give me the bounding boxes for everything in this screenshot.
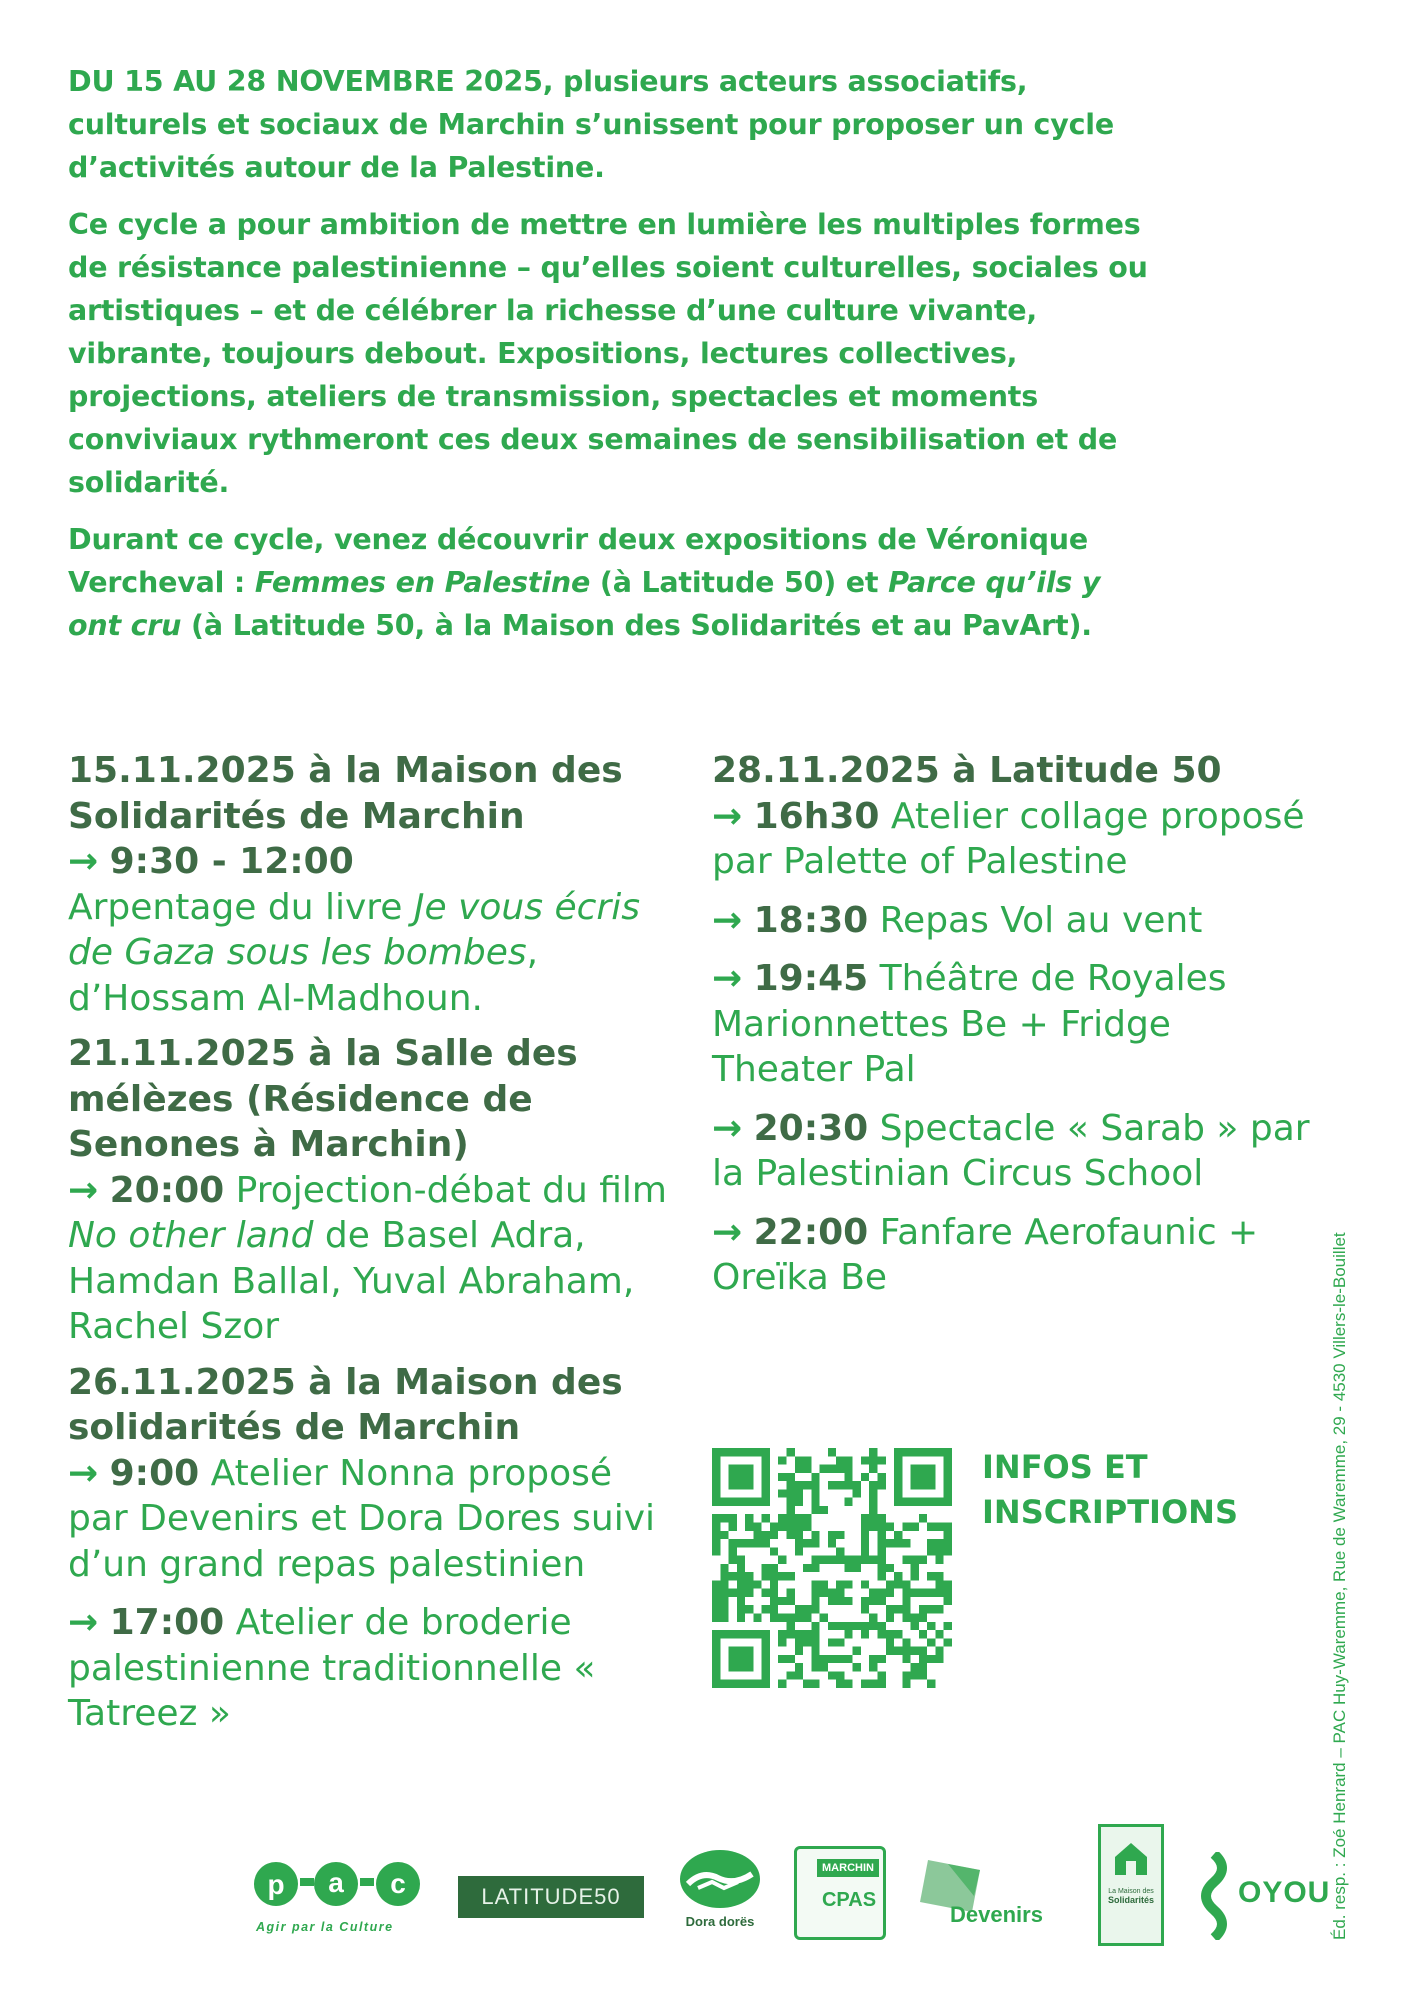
event-time: 16h30: [753, 795, 880, 837]
p3-text-e: (à Latitude 50, à la Maison des Solidarités et au PavArt).: [181, 609, 1092, 642]
event-26-11: [68, 1360, 668, 1737]
event-time: 22:00: [753, 1211, 869, 1253]
arrow-icon: →: [712, 899, 743, 941]
arrow-icon: →: [68, 1602, 99, 1643]
event-desc: Théâtre de Royales Marionnettes Be + Fridge Theater Pal: [712, 958, 1227, 1090]
cpas-marchin-logo: [794, 1846, 886, 1940]
arrow-icon: →: [712, 958, 743, 999]
event-desc-end: , d’Hossam Al-Madhoun.: [68, 932, 539, 1019]
event-time: 19:45: [753, 958, 869, 999]
maison-solidarites-logo: [1098, 1824, 1164, 1946]
event-desc: Fanfare Aerofaunic + Oreïka Be: [712, 1211, 1259, 1298]
event-desc-end: de Basel Adra, Hamdan Ballal, Yuval Abraham, Rachel Szor: [68, 1215, 635, 1347]
arrow-icon: →: [712, 795, 743, 837]
event-time: 17:00: [109, 1602, 225, 1643]
program-left-column: [68, 748, 668, 1750]
exhibition-title-1: Femmes en Palestine: [254, 566, 591, 599]
film-title: No other land: [68, 1215, 314, 1256]
arrow-icon: →: [68, 1452, 99, 1494]
dora-dores-label: Dora dorës: [685, 1914, 755, 1929]
event-time: 20:00: [109, 1169, 225, 1211]
exhibition-title-2: Parce qu’ils y ont cru: [68, 566, 1101, 642]
arrow-icon: →: [68, 841, 99, 882]
event-time: 9:00: [109, 1452, 200, 1494]
handshake-icon: [678, 1848, 762, 1910]
event-desc: Repas Vol au vent: [868, 899, 1203, 941]
maison-label-b: Solidarités: [1107, 1895, 1154, 1905]
event-item: [712, 794, 1312, 885]
oyou-mark: [1196, 1852, 1232, 1940]
event-heading: 21.11.2025 à la Salle des mélèzes (Résidence de Senones à Marchin): [68, 1033, 578, 1165]
event-item: [68, 1451, 668, 1588]
pac-tagline: Agir par la Culture: [256, 1920, 394, 1934]
book-title: Je vous écris de Gaza sous les bombes: [68, 886, 640, 973]
oyou-logo: [1196, 1852, 1331, 1940]
event-heading: 15.11.2025 à la Maison des Solidarités de Marchin: [68, 750, 623, 837]
event-time: 9:30 - 12:00: [109, 841, 354, 882]
event-desc: Projection-débat du film: [224, 1169, 667, 1211]
svg-text:p: p: [267, 1869, 285, 1900]
cpas-top-label: MARCHIN: [817, 1859, 879, 1877]
event-desc: Atelier collage proposé par Palette of Palestine: [712, 795, 1305, 882]
event-item: [712, 1210, 1312, 1301]
event-desc: Arpentage du livre: [68, 886, 414, 928]
house-icon: [1111, 1839, 1151, 1879]
event-item: [68, 1600, 668, 1737]
dora-dores-logo: [676, 1848, 764, 1938]
event-desc: Atelier de broderie palestinienne traditionnelle « Tatreez »: [68, 1602, 596, 1734]
svg-text:a: a: [328, 1867, 344, 1898]
maison-label-a: La Maison des: [1108, 1888, 1154, 1895]
devenirs-logo: [918, 1856, 1068, 1936]
arrow-icon: →: [712, 1211, 743, 1253]
qr-label: INFOS ET INSCRIPTIONS: [982, 1448, 1238, 1531]
svg-text:c: c: [390, 1868, 406, 1899]
publisher-credit: Éd. resp. : Zoé Henrard – PAC Huy-Waremme, Rue de Waremme, 29 - 4530 Villers-le-Bouillet: [1330, 1232, 1349, 1940]
event-time: 18:30: [753, 899, 869, 941]
event-desc: Spectacle « Sarab » par la Palestinian Circus School: [712, 1107, 1310, 1194]
event-21-11: [68, 1031, 668, 1350]
p3-text-c: (à Latitude 50) et: [590, 566, 889, 599]
p3-text-a: Durant ce cycle, venez découvrir deux expositions de Véronique Vercheval :: [68, 523, 1089, 599]
arrow-icon: →: [68, 1169, 99, 1211]
event-desc: Atelier Nonna proposé par Devenirs et Dora Dores suivi d’un grand repas palestinien: [68, 1452, 656, 1585]
oyou-label: OYOU: [1238, 1876, 1331, 1909]
intro-paragraph-3: [68, 518, 1148, 647]
program-right-column: [712, 748, 1312, 1314]
event-heading: 28.11.2025 à Latitude 50: [712, 750, 1222, 791]
event-item: [712, 956, 1312, 1093]
cpas-label: CPAS: [821, 1889, 877, 1911]
event-heading: 26.11.2025 à la Maison des solidarités de Marchin: [68, 1361, 623, 1448]
pac-logo-mark: [250, 1858, 430, 1914]
event-item: [712, 1106, 1312, 1197]
arrow-icon: →: [712, 1107, 743, 1149]
event-time: 20:30: [753, 1107, 869, 1149]
qr-code[interactable]: [712, 1448, 952, 1688]
pac-logo: [250, 1858, 430, 1934]
latitude50-logo: LATITUDE50: [458, 1876, 644, 1918]
event-item: [68, 1168, 668, 1350]
devenirs-label: Devenirs: [950, 1902, 1043, 1927]
intro-paragraph-1: DU 15 AU 28 NOVEMBRE 2025, plusieurs acteurs associatifs, culturels et sociaux de Marchin s’unissent pour proposer un cycle d’activités autour de la Palestine.: [68, 65, 1115, 184]
intro-paragraph-2: Ce cycle a pour ambition de mettre en lumière les multiples formes de résistance palestinienne – qu’elles soient culturelles, sociales ou artistiques – et de célébrer la richesse d’une culture vivante, vibrante, toujours debout. Expositions, lectures collectives, projections, ateliers de transmission, spectacles et moments conviviaux rythmeront ces deux semaines de sensibilisation et de solidarité.: [68, 208, 1148, 499]
intro-text: [68, 60, 1148, 661]
event-item: [68, 839, 668, 1021]
event-item: [712, 898, 1312, 944]
event-15-11: [68, 748, 668, 1021]
